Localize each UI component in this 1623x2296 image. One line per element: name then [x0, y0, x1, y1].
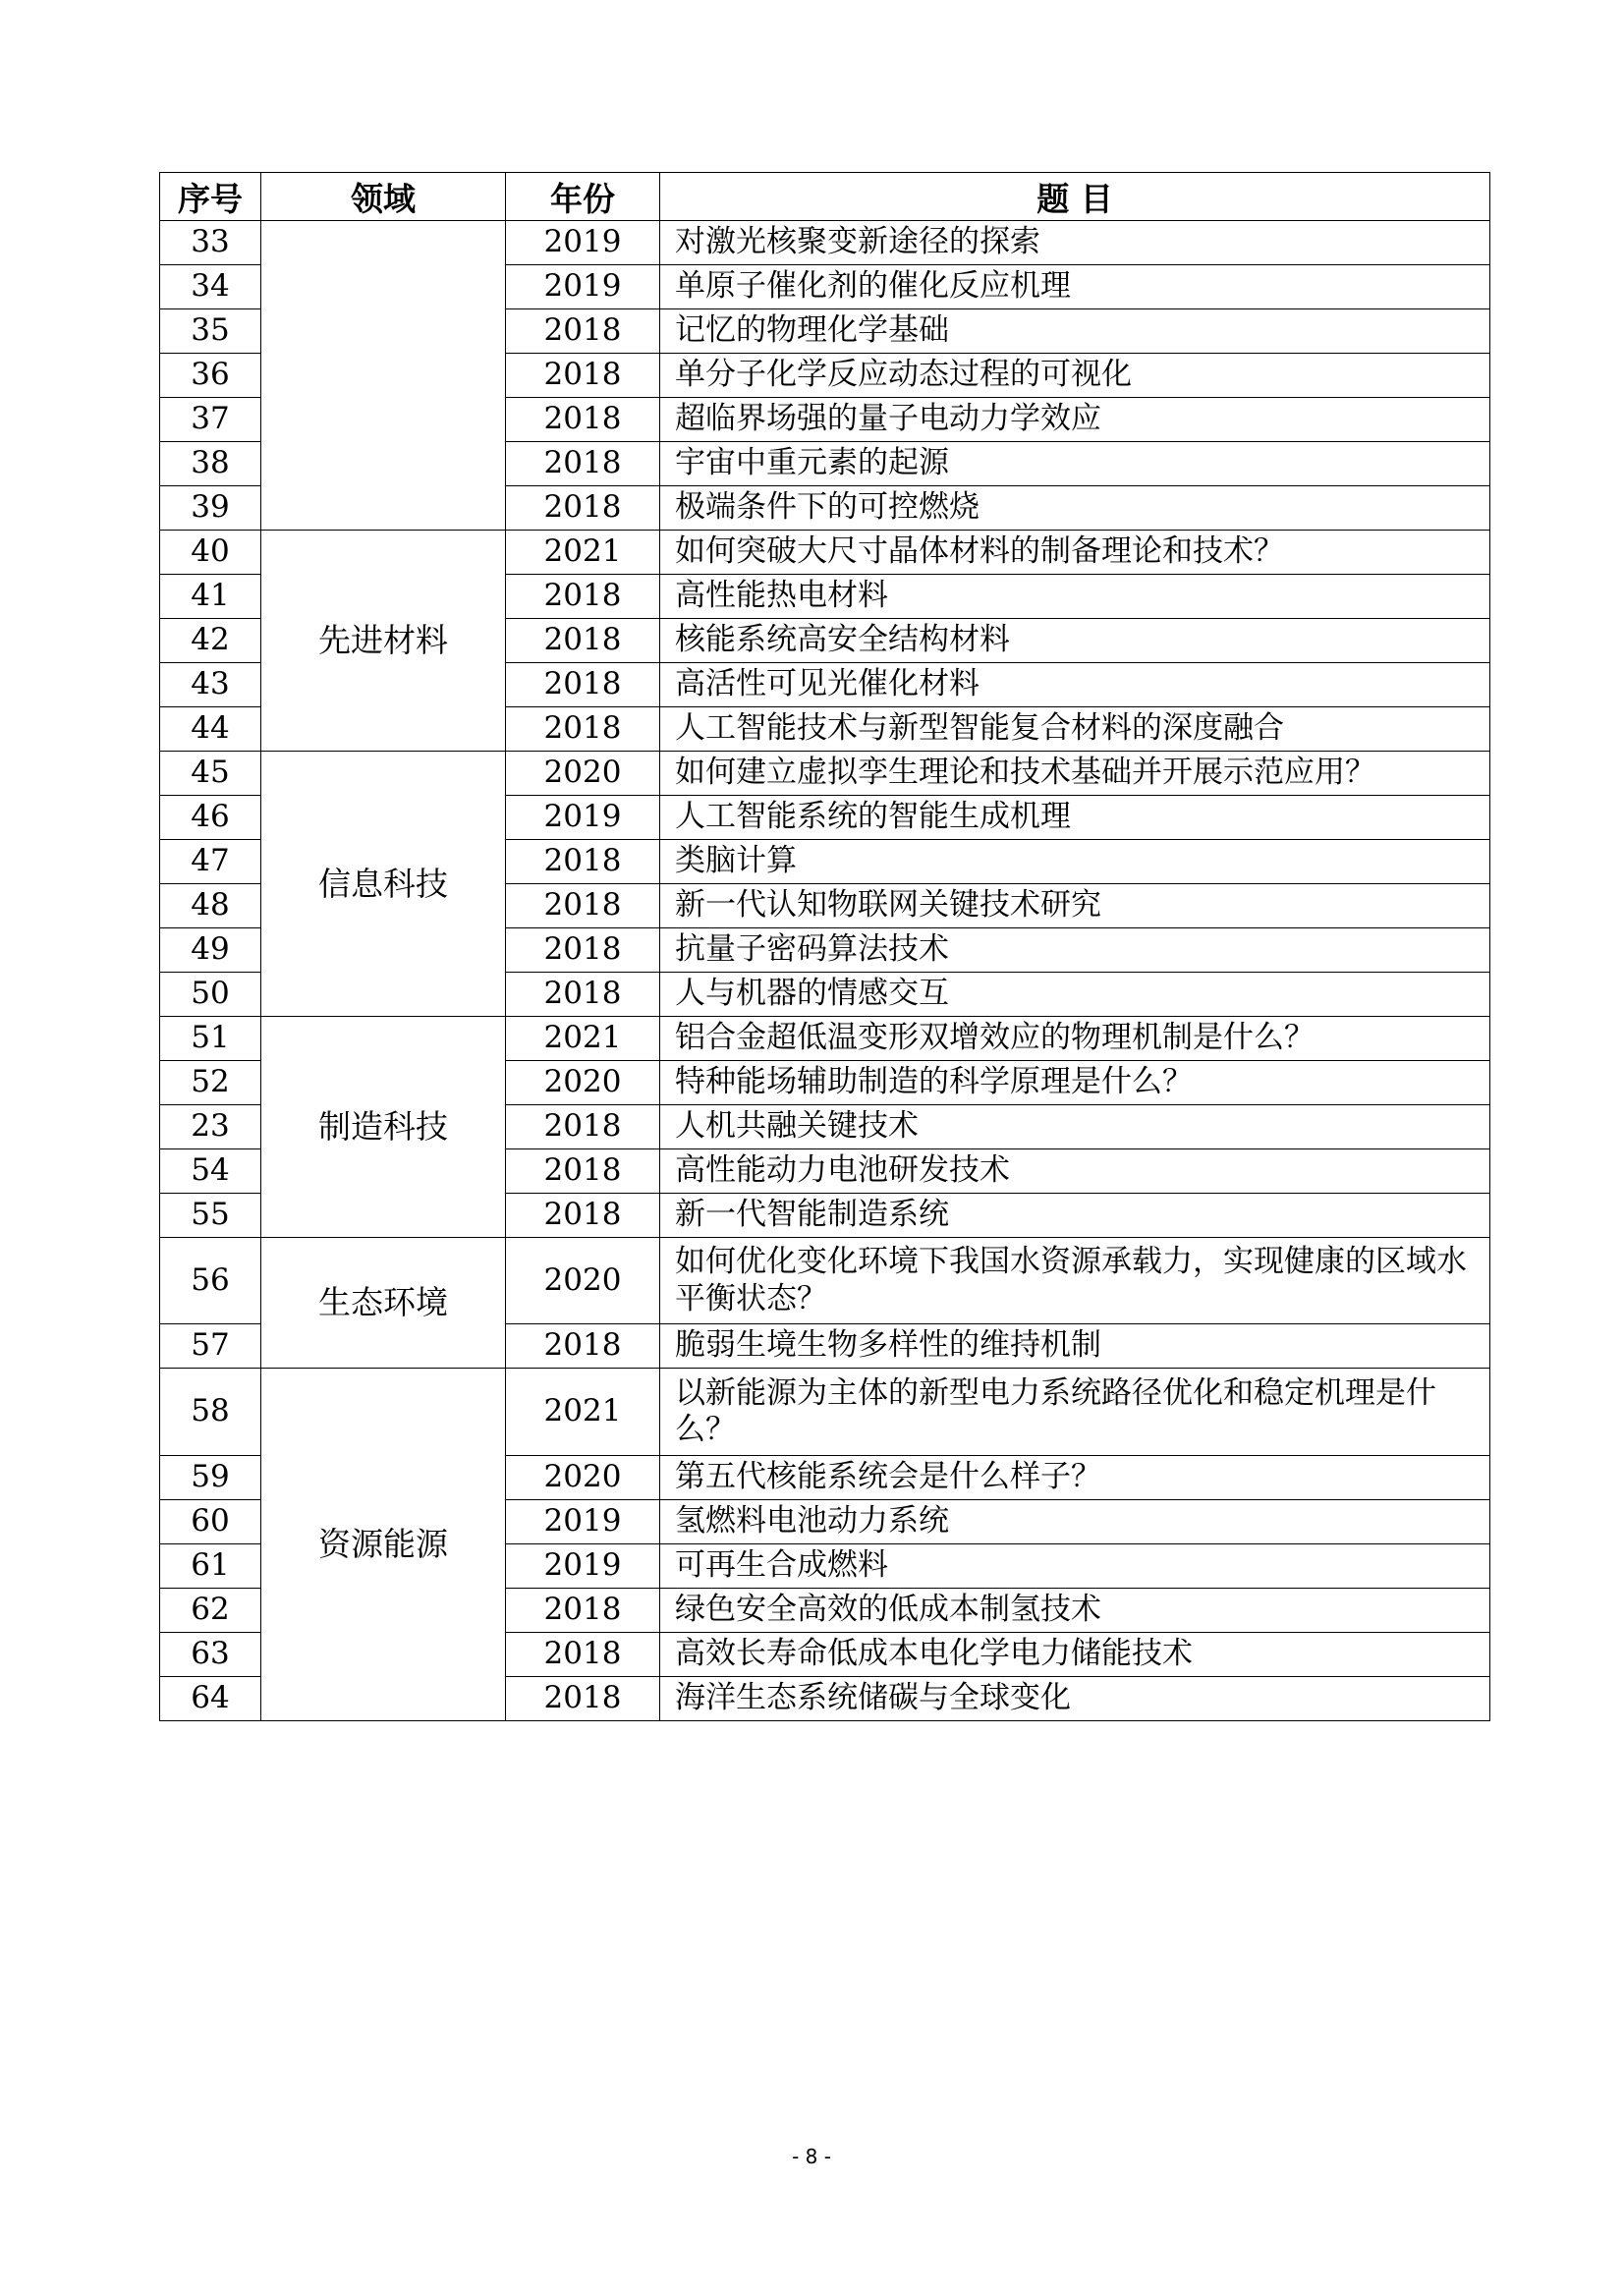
- row-year: 2018: [506, 354, 660, 398]
- row-year: 2021: [506, 1017, 660, 1061]
- row-year: 2019: [506, 265, 660, 309]
- row-title: 铝合金超低温变形双增效应的物理机制是什么？: [660, 1017, 1490, 1061]
- row-year: 2021: [506, 1369, 660, 1456]
- row-title: 如何建立虚拟孪生理论和技术基础并开展示范应用？: [660, 752, 1490, 796]
- row-year: 2018: [506, 1324, 660, 1369]
- row-year: 2018: [506, 398, 660, 442]
- row-title: 高性能热电材料: [660, 575, 1490, 619]
- row-serial-number: 64: [160, 1677, 261, 1721]
- row-serial-number: 59: [160, 1456, 261, 1500]
- row-title: 第五代核能系统会是什么样子？: [660, 1456, 1490, 1500]
- row-year: 2019: [506, 1544, 660, 1589]
- row-title: 极端条件下的可控燃烧: [660, 486, 1490, 531]
- row-year: 2018: [506, 1105, 660, 1149]
- row-serial-number: 37: [160, 398, 261, 442]
- row-year: 2018: [506, 663, 660, 707]
- table-row: [160, 1369, 1490, 1456]
- row-year: 2018: [506, 1149, 660, 1194]
- row-year: 2018: [506, 442, 660, 486]
- row-serial-number: 41: [160, 575, 261, 619]
- row-serial-number: 60: [160, 1500, 261, 1544]
- row-serial-number: 52: [160, 1061, 261, 1105]
- row-title: 高活性可见光催化材料: [660, 663, 1490, 707]
- row-title: 人机共融关键技术: [660, 1105, 1490, 1149]
- row-year: 2020: [506, 1238, 660, 1324]
- row-title: 核能系统高安全结构材料: [660, 619, 1490, 663]
- row-serial-number: 23: [160, 1105, 261, 1149]
- row-title: 人工智能技术与新型智能复合材料的深度融合: [660, 707, 1490, 752]
- row-serial-number: 34: [160, 265, 261, 309]
- row-serial-number: 57: [160, 1324, 261, 1369]
- row-serial-number: 44: [160, 707, 261, 752]
- row-year: 2018: [506, 928, 660, 973]
- row-title: 类脑计算: [660, 840, 1490, 884]
- row-title: 高性能动力电池研发技术: [660, 1149, 1490, 1194]
- domain-cell: 资源能源: [261, 1369, 506, 1721]
- row-year: 2018: [506, 619, 660, 663]
- row-title: 新一代认知物联网关键技术研究: [660, 884, 1490, 928]
- table-row: [160, 752, 1490, 796]
- row-serial-number: 47: [160, 840, 261, 884]
- row-serial-number: 33: [160, 221, 261, 265]
- row-serial-number: 43: [160, 663, 261, 707]
- row-title: 宇宙中重元素的起源: [660, 442, 1490, 486]
- row-title: 高效长寿命低成本电化学电力储能技术: [660, 1633, 1490, 1677]
- row-year: 2018: [506, 575, 660, 619]
- row-year: 2020: [506, 1456, 660, 1500]
- row-title: 记忆的物理化学基础: [660, 309, 1490, 354]
- table-body: [160, 221, 1490, 1721]
- row-serial-number: 56: [160, 1238, 261, 1324]
- row-title: 对激光核聚变新途径的探索: [660, 221, 1490, 265]
- row-title: 氢燃料电池动力系统: [660, 1500, 1490, 1544]
- domain-cell: 制造科技: [261, 1017, 506, 1238]
- row-year: 2020: [506, 1061, 660, 1105]
- row-year: 2019: [506, 1500, 660, 1544]
- row-serial-number: 36: [160, 354, 261, 398]
- row-year: 2018: [506, 1589, 660, 1633]
- row-serial-number: 42: [160, 619, 261, 663]
- topics-table: [159, 172, 1490, 1721]
- row-title: 特种能场辅助制造的科学原理是什么？: [660, 1061, 1490, 1105]
- header-title: 题 目: [660, 173, 1490, 221]
- row-year: 2019: [506, 796, 660, 840]
- domain-cell: [261, 221, 506, 531]
- table-row: [160, 1238, 1490, 1324]
- row-title: 新一代智能制造系统: [660, 1194, 1490, 1238]
- row-year: 2018: [506, 1194, 660, 1238]
- row-serial-number: 39: [160, 486, 261, 531]
- row-title: 超临界场强的量子电动力学效应: [660, 398, 1490, 442]
- row-serial-number: 38: [160, 442, 261, 486]
- row-title: 可再生合成燃料: [660, 1544, 1490, 1589]
- row-year: 2020: [506, 752, 660, 796]
- row-year: 2018: [506, 840, 660, 884]
- row-year: 2018: [506, 973, 660, 1017]
- row-title: 单原子催化剂的催化反应机理: [660, 265, 1490, 309]
- row-serial-number: 54: [160, 1149, 261, 1194]
- row-serial-number: 35: [160, 309, 261, 354]
- row-year: 2018: [506, 1633, 660, 1677]
- row-title: 单分子化学反应动态过程的可视化: [660, 354, 1490, 398]
- row-year: 2018: [506, 1677, 660, 1721]
- row-year: 2018: [506, 486, 660, 531]
- row-serial-number: 46: [160, 796, 261, 840]
- row-serial-number: 40: [160, 531, 261, 575]
- row-title: 绿色安全高效的低成本制氢技术: [660, 1589, 1490, 1633]
- row-title: 脆弱生境生物多样性的维持机制: [660, 1324, 1490, 1369]
- row-serial-number: 50: [160, 973, 261, 1017]
- table-row: [160, 221, 1490, 265]
- row-serial-number: 62: [160, 1589, 261, 1633]
- domain-cell: 信息科技: [261, 752, 506, 1017]
- row-year: 2018: [506, 707, 660, 752]
- row-serial-number: 55: [160, 1194, 261, 1238]
- row-title: 如何优化变化环境下我国水资源承载力，实现健康的区域水平衡状态？: [660, 1238, 1490, 1324]
- row-title: 抗量子密码算法技术: [660, 928, 1490, 973]
- header-year: 年份: [506, 173, 660, 221]
- table-row: [160, 531, 1490, 575]
- domain-cell: 生态环境: [261, 1238, 506, 1369]
- row-title: 人工智能系统的智能生成机理: [660, 796, 1490, 840]
- header-domain: 领域: [261, 173, 506, 221]
- table-header-row: [160, 173, 1490, 221]
- row-year: 2018: [506, 884, 660, 928]
- row-serial-number: 58: [160, 1369, 261, 1456]
- row-serial-number: 61: [160, 1544, 261, 1589]
- row-year: 2019: [506, 221, 660, 265]
- row-serial-number: 49: [160, 928, 261, 973]
- header-serial-number: 序号: [160, 173, 261, 221]
- row-year: 2021: [506, 531, 660, 575]
- domain-cell: 先进材料: [261, 531, 506, 752]
- row-year: 2018: [506, 309, 660, 354]
- page-number: - 8 -: [792, 2145, 831, 2168]
- row-title: 如何突破大尺寸晶体材料的制备理论和技术？: [660, 531, 1490, 575]
- row-title: 以新能源为主体的新型电力系统路径优化和稳定机理是什么？: [660, 1369, 1490, 1456]
- row-serial-number: 45: [160, 752, 261, 796]
- table-row: [160, 1017, 1490, 1061]
- row-serial-number: 48: [160, 884, 261, 928]
- row-title: 人与机器的情感交互: [660, 973, 1490, 1017]
- row-serial-number: 63: [160, 1633, 261, 1677]
- row-title: 海洋生态系统储碳与全球变化: [660, 1677, 1490, 1721]
- row-serial-number: 51: [160, 1017, 261, 1061]
